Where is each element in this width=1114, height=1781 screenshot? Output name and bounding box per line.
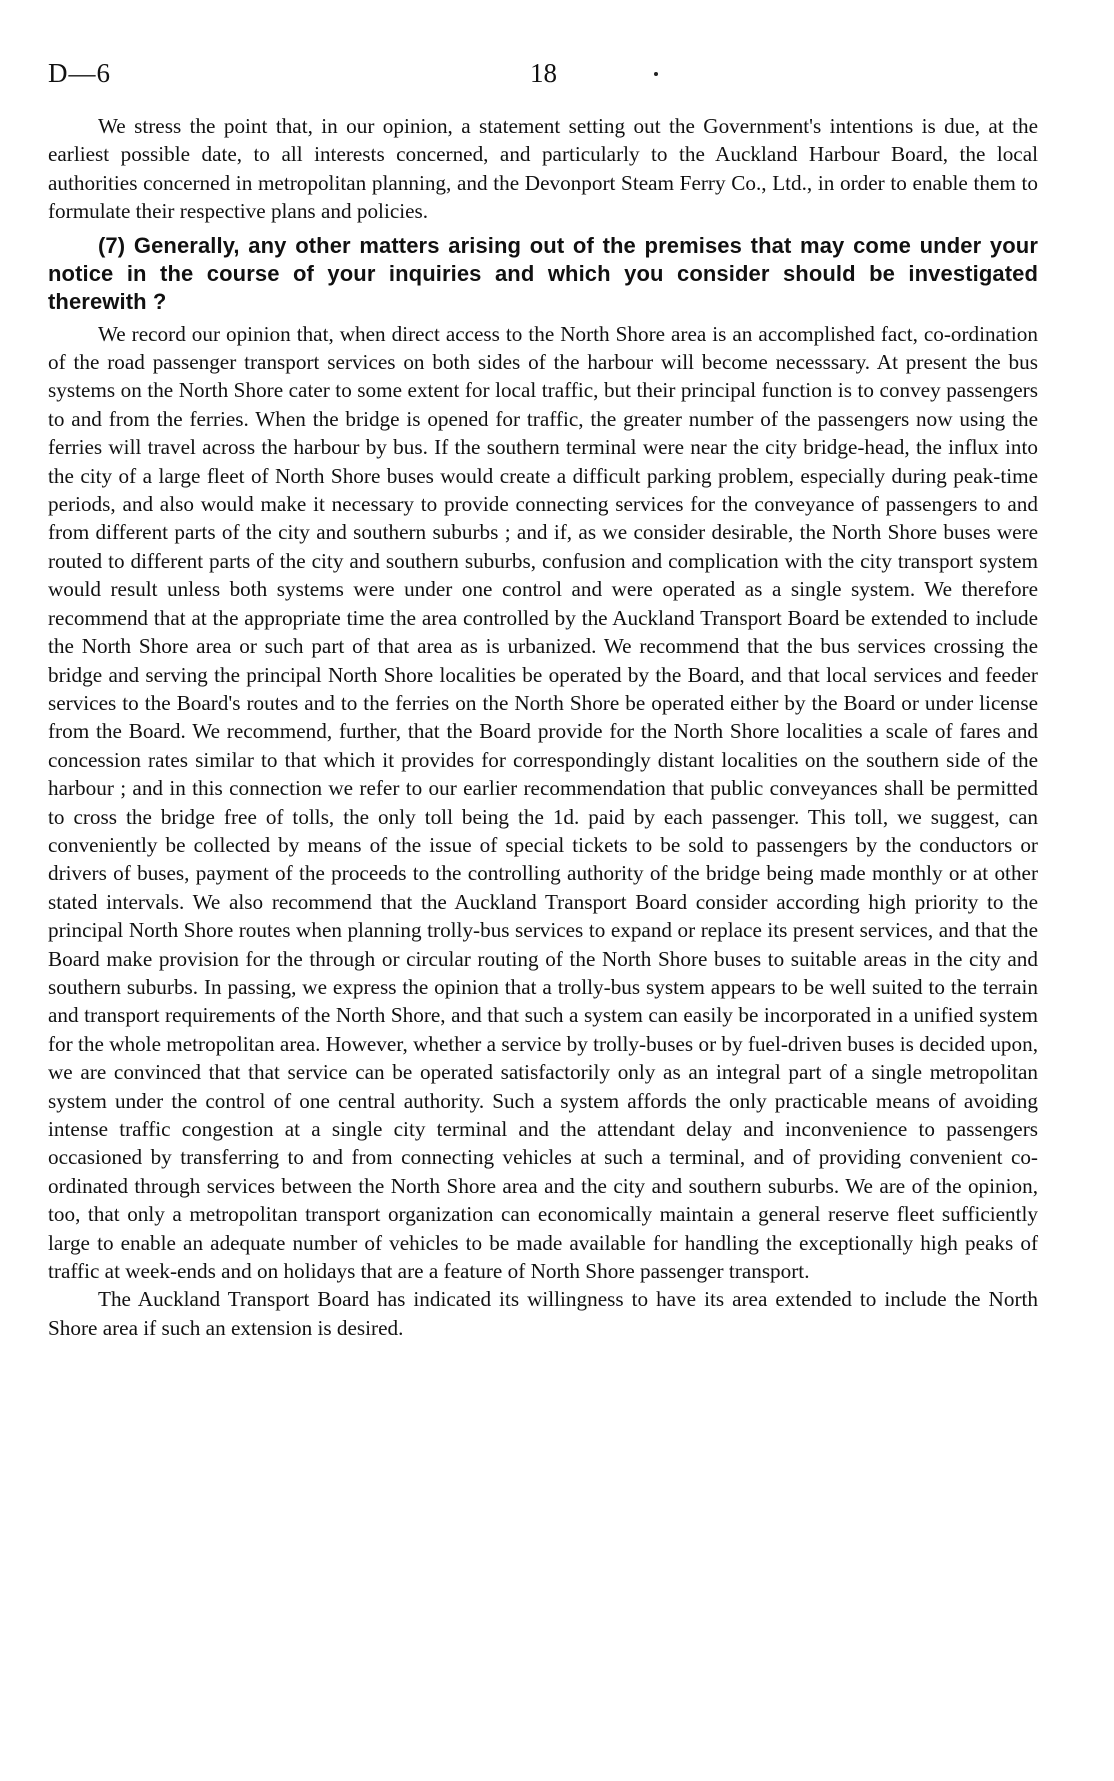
- question-heading-7: (7) Generally, any other matters arising out of the premises that may come under your notice in the course of your inquiries and which you consider should be investigated therewith ?: [48, 232, 1038, 314]
- page-header: [48, 58, 1054, 98]
- paragraph-government-intentions: We stress the point that, in our opinion, a statement setting out the Government's intentions is due, at the earliest possible date, to all interests concerned, and particularly to the Auckland Harbour Board, the local authorities concerned in metropolitan planning, and the Devonport Steam Ferry Co., Ltd., in order to enable them to formulate their respective plans and policies.: [48, 114, 1038, 224]
- body-text: [48, 112, 1038, 1342]
- document-code: D—6: [48, 58, 111, 88]
- paragraph-coordination-recommendation: We record our opinion that, when direct access to the North Shore area is an accomplished fact, co-ordination of the road passenger transport services on both sides of the harbour will become necesssary. At present the bus systems on the North Shore cater to some extent for local traffic, but their principal function is to convey passengers to and from the ferries. When the bridge is opened for traffic, the greater number of the passengers now using the ferries will travel across the harbour by bus. If the southern terminal were near the city bridge-head, the influx into the city of a large fleet of North Shore buses would create a difficult parking problem, especially during peak-time periods, and also would make it necessary to provide connecting services for the conveyance of passengers to and from different parts of the city and southern suburbs ; and if, as we consider desirable, the North Shore buses were routed to different parts of the city and southern suburbs, confusion and complication with the city transport system would result unless both systems were under one control and were operated as a single system. We therefore recommend that at the appropriate time the area controlled by the Auckland Transport Board be extended to include the North Shore area or such part of that area as is urbanized. We recommend that the bus services crossing the bridge and serving the principal North Shore localities be operated by the Board, and that local services and feeder services to the Board's routes and to the ferries on the North Shore be operated either by the Board or under license from the Board. We recommend, further, that the Board provide for the North Shore localities a scale of fares and concession rates similar to that which it provides for correspondingly distant localities on the southern side of the harbour ; and in this connection we refer to our earlier recommendation that public conveyances shall be permitted to cross the bridge free of tolls, the only toll being the 1d. paid by each passenger. This toll, we suggest, can conveniently be collected by means of the issue of special tickets to be sold to passengers by the conductors or drivers of buses, payment of the proceeds to the controlling authority of the bridge being made monthly or at other stated intervals. We also recommend that the Auckland Transport Board consider according high priority to the principal North Shore routes when planning trolly-bus services to expand or replace its present services, and that the Board make provision for the through or circular routing of the North Shore buses to suitable areas in the city and southern suburbs. In passing, we express the opinion that a trolly-bus system appears to be well suited to the terrain and transport requirements of the North Shore, and that such a system can easily be incorporated in a unified system for the whole metropolitan area. However, whether a service by trolly-buses or by fuel-driven buses is decided upon, we are convinced that that service can be operated satisfactorily only as an integral part of a single metropolitan system under the control of one central authority. Such a system affords the only practicable means of avoiding intense traffic congestion at a single city terminal and the attendant delay and inconvenience to passengers occasioned by transferring to and from connecting vehicles at such a terminal, and of providing convenient co-ordinated through services between the North Shore area and the city and southern suburbs. We are of the opinion, too, that only a metropolitan transport organization can economically maintain a general reserve fleet sufficiently large to enable an adequate number of vehicles to be made available for handling the exceptionally high peaks of traffic at week-ends and on holidays that are a feature of North Shore passenger transport.: [48, 321, 1038, 1284]
- page-number: 18: [530, 58, 557, 88]
- print-mark-dot: [654, 72, 658, 76]
- paragraph-transport-board-willingness: The Auckland Transport Board has indicated its willingness to have its area extended to include the North Shore area if such an extension is desired.: [48, 1287, 1038, 1340]
